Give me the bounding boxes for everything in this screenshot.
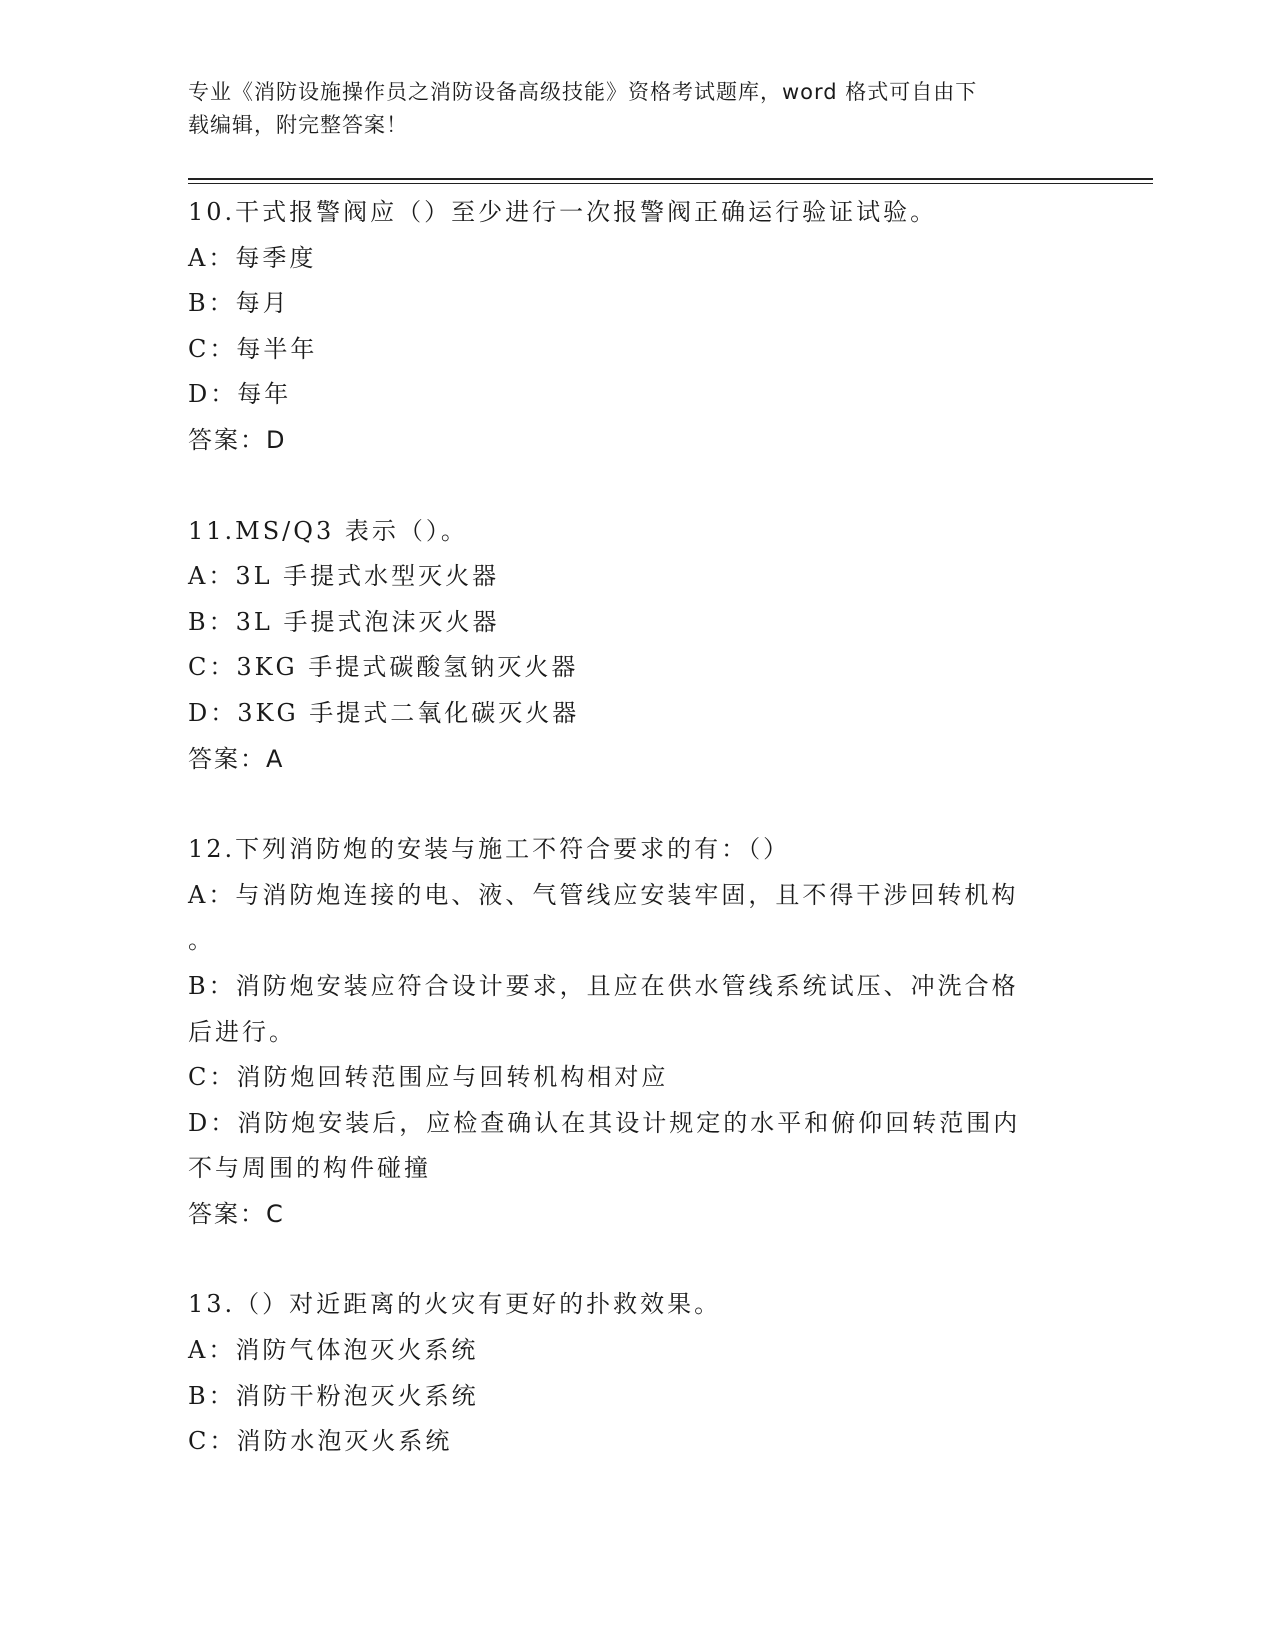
option-b: B：每月 [188, 289, 290, 318]
question-13 [188, 1282, 1088, 1464]
question-stem: 13.（）对近距离的火灾有更好的扑救效果。 [188, 1290, 722, 1319]
option-c: C：消防水泡灭火系统 [188, 1427, 453, 1456]
option-c: C：每半年 [188, 334, 318, 363]
option-a: A：每季度 [188, 243, 317, 272]
option-d: D：每年 [188, 380, 292, 409]
question-stem: 11.MS/Q3 表示（）。 [188, 516, 468, 545]
spacer [188, 1237, 1088, 1282]
option-b: B：消防炮安装应符合设计要求，且应在供水管线系统试压、冲洗合格 [188, 971, 1019, 1000]
document-header [188, 76, 1068, 142]
header-line-1: 专业《消防设施操作员之消防设备高级技能》资格考试题库，word 格式可自由下 [188, 80, 978, 104]
spacer [188, 782, 1088, 827]
option-d: D：消防炮安装后，应检查确认在其设计规定的水平和俯仰回转范围内 [188, 1108, 1021, 1137]
option-a: A：消防气体泡灭火系统 [188, 1336, 479, 1365]
question-12 [188, 827, 1088, 1237]
option-d-continued: 不与周围的构件碰撞 [188, 1154, 431, 1183]
answer-label: 答案：C [188, 1199, 285, 1228]
spacer [188, 464, 1088, 509]
question-10 [188, 190, 1088, 464]
header-line-2: 载编辑，附完整答案！ [188, 113, 408, 137]
answer-label: 答案：A [188, 744, 285, 773]
option-b-continued: 后进行。 [188, 1017, 296, 1046]
option-c: C：消防炮回转范围应与回转机构相对应 [188, 1063, 669, 1092]
question-stem: 10.干式报警阀应（）至少进行一次报警阀正确运行验证试验。 [188, 198, 938, 226]
option-b: B：消防干粉泡灭火系统 [188, 1381, 479, 1410]
option-b: B：3L 手提式泡沫灭火器 [188, 607, 500, 636]
option-c: C：3KG 手提式碳酸氢钠灭火器 [188, 653, 579, 682]
option-a-continued: 。 [188, 926, 215, 955]
answer-label: 答案：D [188, 425, 287, 454]
option-d: D：3KG 手提式二氧化碳灭火器 [188, 698, 580, 727]
header-rule-thick [188, 178, 1153, 180]
header-rule-thin [188, 183, 1153, 184]
option-a: A：3L 手提式水型灭火器 [188, 562, 500, 591]
question-stem: 12.下列消防炮的安装与施工不符合要求的有：（） [188, 835, 791, 864]
question-11 [188, 509, 1088, 783]
question-list [188, 190, 1088, 1465]
option-a: A：与消防炮连接的电、液、气管线应安装牢固，且不得干涉回转机构 [188, 880, 1019, 909]
